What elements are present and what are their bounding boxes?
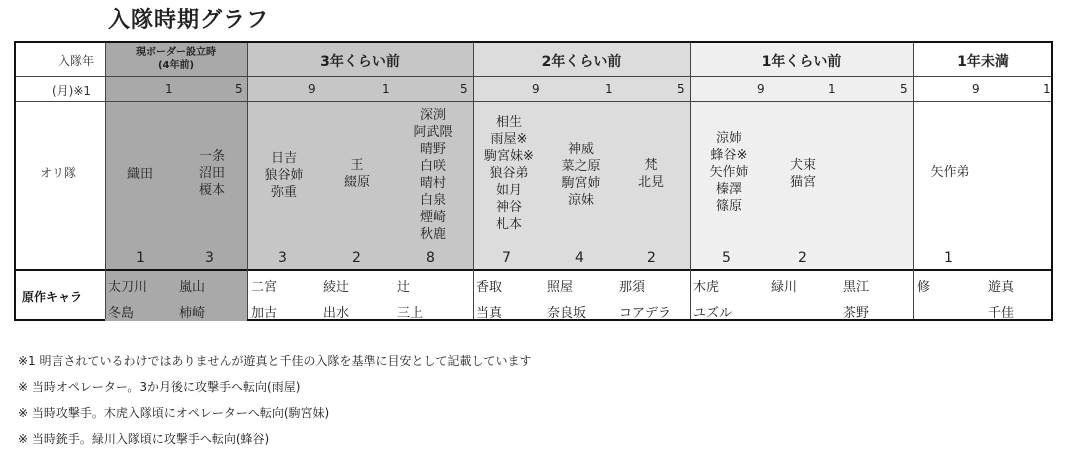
original-character: 茶野 xyxy=(843,306,870,321)
period-header-1yr: 1年くらい前 xyxy=(761,54,842,70)
month-label: 9 xyxy=(972,82,980,96)
squad-name: 矢作弟 xyxy=(930,165,970,180)
squad-count: 8 xyxy=(426,250,435,266)
squad-name: 一条 xyxy=(198,149,225,164)
squad-name: 白咲 xyxy=(419,159,446,174)
original-character: 加古 xyxy=(251,306,278,321)
month-label: 1 xyxy=(382,82,390,96)
row-label-join-year: 入隊年 xyxy=(58,54,95,68)
squad-name-group xyxy=(317,157,397,191)
squad-name: 涼姉 xyxy=(715,131,742,146)
row-label-month: (月)※1 xyxy=(52,84,92,98)
squad-name: 神谷 xyxy=(495,200,522,215)
original-character: 照屋 xyxy=(547,280,574,295)
squad-name-group xyxy=(172,148,252,199)
squad-name: 神威 xyxy=(567,142,594,157)
period-header-3yr: 3年くらい前 xyxy=(320,54,400,70)
month-label: 5 xyxy=(460,82,468,96)
squad-name: 如月 xyxy=(495,183,522,198)
original-character: 香取 xyxy=(476,280,503,295)
squad-name: 織田 xyxy=(126,167,153,182)
original-character: ユズル xyxy=(693,306,733,321)
squad-name: 阿武隈 xyxy=(413,125,453,140)
squad-name: 狼谷姉 xyxy=(264,168,304,183)
squad-name-group xyxy=(763,157,843,191)
squad-count: 2 xyxy=(798,250,807,266)
squad-name: 榛澤 xyxy=(715,182,742,197)
squad-name: 狼谷弟 xyxy=(489,166,529,181)
squad-name: 雨屋※ xyxy=(490,132,528,147)
original-character: 嵐山 xyxy=(179,280,206,295)
squad-count: 5 xyxy=(722,250,731,266)
squad-name: 相生 xyxy=(495,115,522,130)
original-character: 黒江 xyxy=(843,280,870,295)
month-label: 5 xyxy=(235,82,243,96)
squad-name: 弥重 xyxy=(270,185,297,200)
squad-name-group xyxy=(541,141,621,209)
squad-name: 犬束 xyxy=(789,158,816,173)
squad-name: 矢作姉 xyxy=(709,165,749,180)
page-title: 入隊時期グラフ xyxy=(108,8,270,33)
squad-name: 王 xyxy=(350,158,364,173)
footnote: ※ 当時攻撃手。木虎入隊頃にオペレーターへ転向(駒宮妹) xyxy=(18,406,330,420)
squad-count: 4 xyxy=(575,250,584,266)
original-character: 三上 xyxy=(397,306,424,321)
month-label: 9 xyxy=(532,82,540,96)
squad-name-group xyxy=(100,166,180,183)
squad-name: 菜之原 xyxy=(561,159,601,174)
squad-name: 篠原 xyxy=(715,199,742,214)
row-divider-header xyxy=(16,76,1051,77)
squad-name: 沼田 xyxy=(198,166,225,181)
squad-name: 晴野 xyxy=(419,142,446,157)
month-label: 1 xyxy=(165,82,173,96)
squad-name: 駒宮妹※ xyxy=(484,149,534,164)
period-header-2yr: 2年くらい前 xyxy=(541,54,622,70)
original-character: 奈良坂 xyxy=(547,306,587,321)
month-label: 5 xyxy=(900,82,908,96)
squad-name: 榎本 xyxy=(198,183,225,198)
squad-count: 2 xyxy=(647,250,656,266)
original-character: 修 xyxy=(917,280,931,295)
month-label: 9 xyxy=(757,82,765,96)
period-subheader-founding: (4年前) xyxy=(157,60,195,71)
row-divider-orig xyxy=(16,269,1051,271)
period-header-under-1yr: 1年未満 xyxy=(957,54,1009,70)
squad-count: 3 xyxy=(278,250,287,266)
squad-name-group xyxy=(689,130,769,215)
squad-name: 北見 xyxy=(637,175,664,190)
squad-count: 3 xyxy=(205,250,214,266)
original-character: 辻 xyxy=(397,280,411,295)
col-divider-4 xyxy=(913,43,914,319)
squad-count: 7 xyxy=(502,250,511,266)
squad-name-group xyxy=(393,107,473,243)
footnote: ※ 当時銃手。緑川入隊頃に攻撃手へ転向(蜂谷) xyxy=(18,432,270,446)
footnote: ※1 明言されているわけではありませんが遊真と千佳の入隊を基準に目安として記載しています xyxy=(18,354,532,368)
original-character: 柿崎 xyxy=(179,306,206,321)
month-label: 1 xyxy=(605,82,613,96)
squad-name: 涼妹 xyxy=(567,193,594,208)
squad-name: 秋鹿 xyxy=(419,227,446,242)
footnote: ※ 当時オペレーター。3か月後に攻撃手へ転向(雨屋) xyxy=(18,380,301,394)
original-character: 二宮 xyxy=(251,280,278,295)
row-divider-month xyxy=(16,101,1051,102)
row-label-original-chars: 原作キャラ xyxy=(22,290,83,304)
squad-name: 日吉 xyxy=(270,151,297,166)
original-character: 冬島 xyxy=(108,306,135,321)
month-label: 1 xyxy=(828,82,836,96)
squad-name-group xyxy=(910,164,990,181)
squad-name: 駒宮姉 xyxy=(561,176,601,191)
month-label: 9 xyxy=(308,82,316,96)
squad-name-group xyxy=(469,114,549,233)
squad-name: 蜂谷※ xyxy=(710,148,748,163)
original-character: コアデラ xyxy=(619,306,672,321)
squad-name: 札本 xyxy=(495,217,522,232)
enlistment-chart-table xyxy=(14,41,1053,321)
squad-count: 2 xyxy=(352,250,361,266)
squad-count: 1 xyxy=(944,250,953,266)
original-character: 緑川 xyxy=(771,280,798,295)
squad-name: 白泉 xyxy=(419,193,446,208)
footnotes xyxy=(18,348,532,452)
original-character: 千佳 xyxy=(988,306,1015,321)
original-character: 太刀川 xyxy=(108,280,148,295)
squad-name-group xyxy=(244,150,324,201)
squad-name: 晴村 xyxy=(419,176,446,191)
squad-name-group xyxy=(611,157,691,191)
original-character: 那須 xyxy=(619,280,646,295)
squad-name: 深渕 xyxy=(419,108,446,123)
period-header-founding: 現ボーダー設立時 xyxy=(136,47,216,58)
row-label-ori-squad: オリ隊 xyxy=(40,166,77,180)
original-character: 木虎 xyxy=(693,280,720,295)
squad-name: 綴原 xyxy=(343,175,370,190)
squad-name: 煙崎 xyxy=(419,210,446,225)
original-character: 遊真 xyxy=(988,280,1015,295)
original-character: 当真 xyxy=(476,306,503,321)
squad-name: 猫宮 xyxy=(789,175,816,190)
month-label: 5 xyxy=(677,82,685,96)
original-character: 出水 xyxy=(323,306,350,321)
month-label: 1 xyxy=(1043,82,1051,96)
squad-name: 梵 xyxy=(644,158,658,173)
squad-count: 1 xyxy=(136,250,145,266)
original-character: 綾辻 xyxy=(323,280,350,295)
